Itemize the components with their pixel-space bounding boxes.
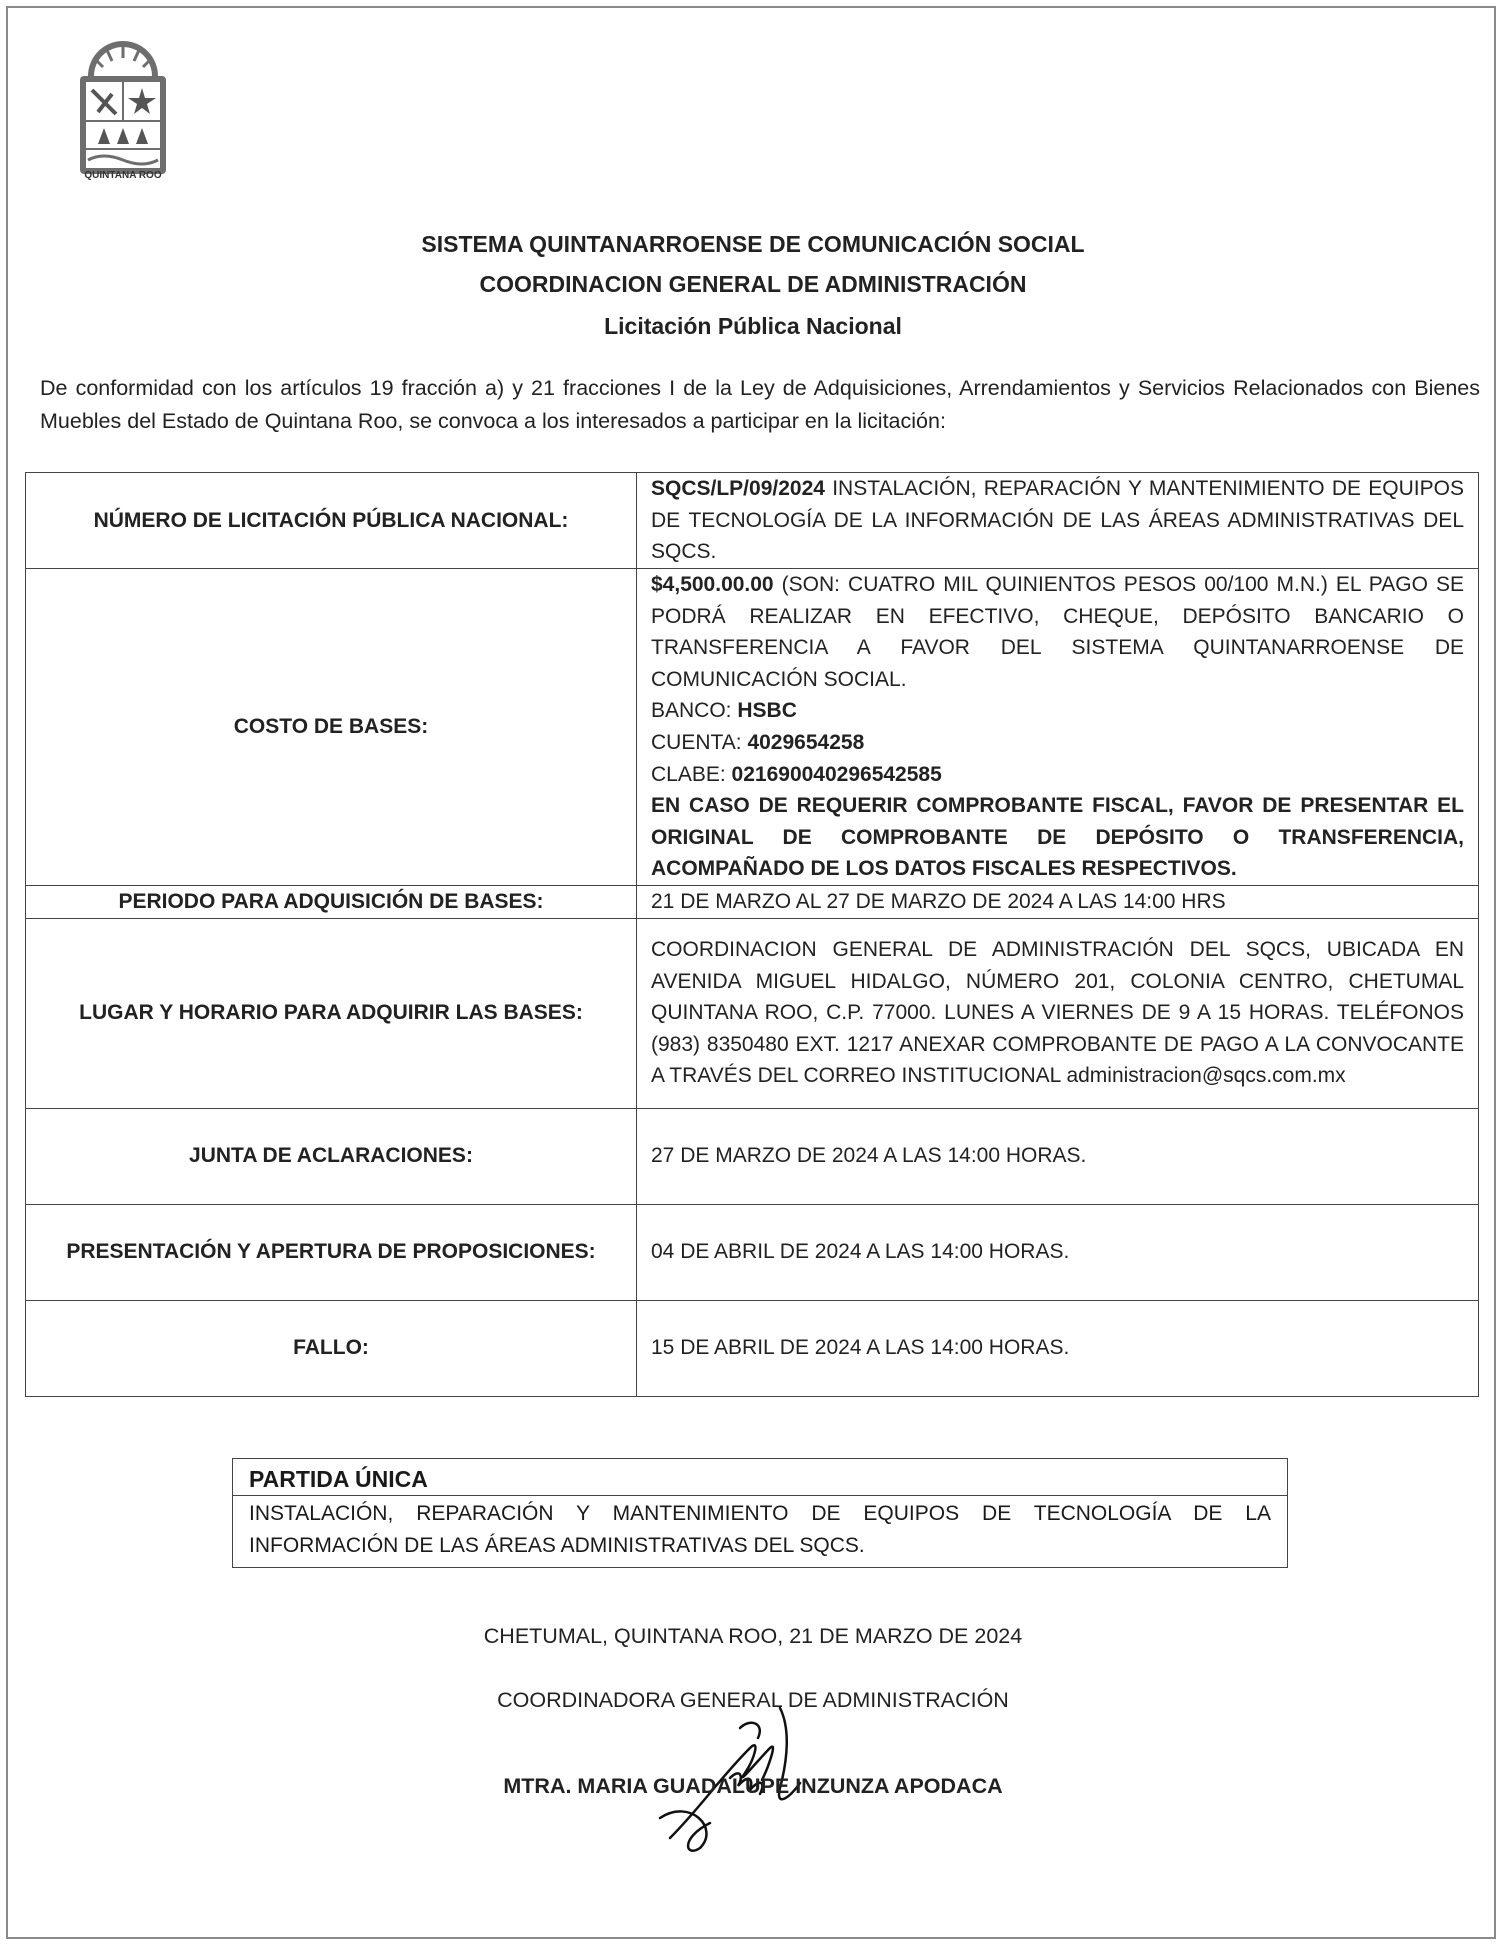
label-clarifications: JUNTA DE ACLARACIONES: (26, 1108, 637, 1204)
header-line-3: Licitación Pública Nacional (604, 313, 902, 339)
place-schedule-text: COORDINACION GENERAL DE ADMINISTRACIÓN DEL SQCS, UBICADA EN AVENIDA MIGUEL HIDALGO, NÚMERO 201, COLONIA CENTRO, CHETUMAL QUINTANA ROO, C.P. 77000. LUNES A VIERNES DE 9 A 15 HORAS. TELÉFONOS (983) 8350480 EXT. 1217 ANEXAR COMPROBANTE DE PAGO A LA CONVOCANTE A TRAVÉS DEL CORREO INSTITUCIONAL (651, 938, 1464, 1088)
email-address: administracion@sqcs.com.mx (1066, 1064, 1346, 1088)
account-number: 4029654258 (747, 730, 865, 754)
label-period: PERIODO PARA ADQUISICIÓN DE BASES: (26, 885, 637, 918)
value-cost (637, 569, 1479, 886)
cost-description: (SON: CUATRO MIL QUINIENTOS PESOS 00/100 M.N.) EL PAGO SE PODRÁ REALIZAR EN EFECTIVO, CHEQUE, DEPÓSITO BANCARIO O TRANSFERENCIA A FAVOR DEL SISTEMA QUINTANARROENSE DE COMUNICACIÓN SOCIAL. (651, 573, 1464, 691)
value-tender-number (637, 473, 1479, 569)
clabe-number: 021690040296542585 (731, 762, 942, 786)
tender-code: SQCS/LP/09/2024 (651, 477, 825, 501)
handwritten-signature (640, 1688, 840, 1858)
account-label: CUENTA: (651, 730, 748, 754)
clabe-label: CLABE: (651, 762, 732, 786)
table-row (26, 473, 1479, 569)
header-line-1: SISTEMA QUINTANARROENSE DE COMUNICACIÓN SOCIAL (421, 231, 1085, 257)
table-row (26, 885, 1479, 918)
single-lot-text: INSTALACIÓN, REPARACIÓN Y MANTENIMIENTO DE EQUIPOS DE TECNOLOGÍA DE LA INFORMACIÓN DE LAS ÁREAS ADMINISTRATIVAS DEL SQCS. (249, 1502, 1271, 1557)
place-and-date: CHETUMAL, QUINTANA ROO, 21 DE MARZO DE 2024 (483, 1624, 1023, 1648)
table-row (26, 569, 1479, 886)
tender-description: INSTALACIÓN, REPARACIÓN Y MANTENIMIENTO DE EQUIPOS DE TECNOLOGÍA DE LA INFORMACIÓN DE LAS ÁREAS ADMINISTRATIVAS DEL SQCS. (651, 477, 1464, 564)
fiscal-receipt-note: EN CASO DE REQUERIR COMPROBANTE FISCAL, FAVOR DE PRESENTAR EL ORIGINAL DE COMPROBANTE DE DEPÓSITO O TRANSFERENCIA, ACOMPAÑADO DE LOS DATOS FISCALES RESPECTIVOS. (651, 794, 1464, 881)
intro-paragraph: De conformidad con los artículos 19 fracción a) y 21 fracciones I de la Ley de Adquisiciones, Arrendamientos y Servicios Relacionados con Bienes Muebles del Estado de Quintana Roo, se convoca a los interesados a participar en la licitación: (40, 376, 1480, 433)
label-place-schedule: LUGAR Y HORARIO PARA ADQUIRIR LAS BASES: (26, 918, 637, 1108)
label-proposals: PRESENTACIÓN Y APERTURA DE PROPOSICIONES: (26, 1204, 637, 1300)
bank-name: HSBC (737, 699, 797, 723)
single-lot-title: PARTIDA ÚNICA (233, 1459, 1287, 1496)
table-row (26, 1300, 1479, 1396)
bank-label: BANCO: (651, 699, 738, 723)
table-row (26, 1108, 1479, 1204)
tender-details-table (25, 472, 1479, 1397)
signer-position: COORDINADORA GENERAL DE ADMINISTRACIÓN (497, 1688, 1009, 1712)
value-clarifications: 27 DE MARZO DE 2024 A LAS 14:00 HORAS. (637, 1108, 1479, 1204)
value-place-schedule (637, 918, 1479, 1108)
logo-caption: QUINTANA ROO (84, 170, 162, 181)
label-cost: COSTO DE BASES: (26, 569, 637, 886)
quintana-roo-coat-of-arms-logo (68, 36, 178, 186)
label-ruling: FALLO: (26, 1300, 637, 1396)
value-ruling: 15 DE ABRIL DE 2024 A LAS 14:00 HORAS. (637, 1300, 1479, 1396)
cost-amount: $4,500.00.00 (651, 573, 774, 596)
value-period: 21 DE MARZO AL 27 DE MARZO DE 2024 A LAS 14:00 HRS (637, 885, 1479, 918)
signer-name: MTRA. MARIA GUADALUPE INZUNZA APODACA (503, 1774, 1003, 1798)
table-row (26, 918, 1479, 1108)
value-proposals: 04 DE ABRIL DE 2024 A LAS 14:00 HORAS. (637, 1204, 1479, 1300)
header-line-2: COORDINACION GENERAL DE ADMINISTRACIÓN (479, 271, 1027, 297)
single-lot-box (232, 1458, 1288, 1568)
label-tender-number: NÚMERO DE LICITACIÓN PÚBLICA NACIONAL: (26, 473, 637, 569)
table-row (26, 1204, 1479, 1300)
